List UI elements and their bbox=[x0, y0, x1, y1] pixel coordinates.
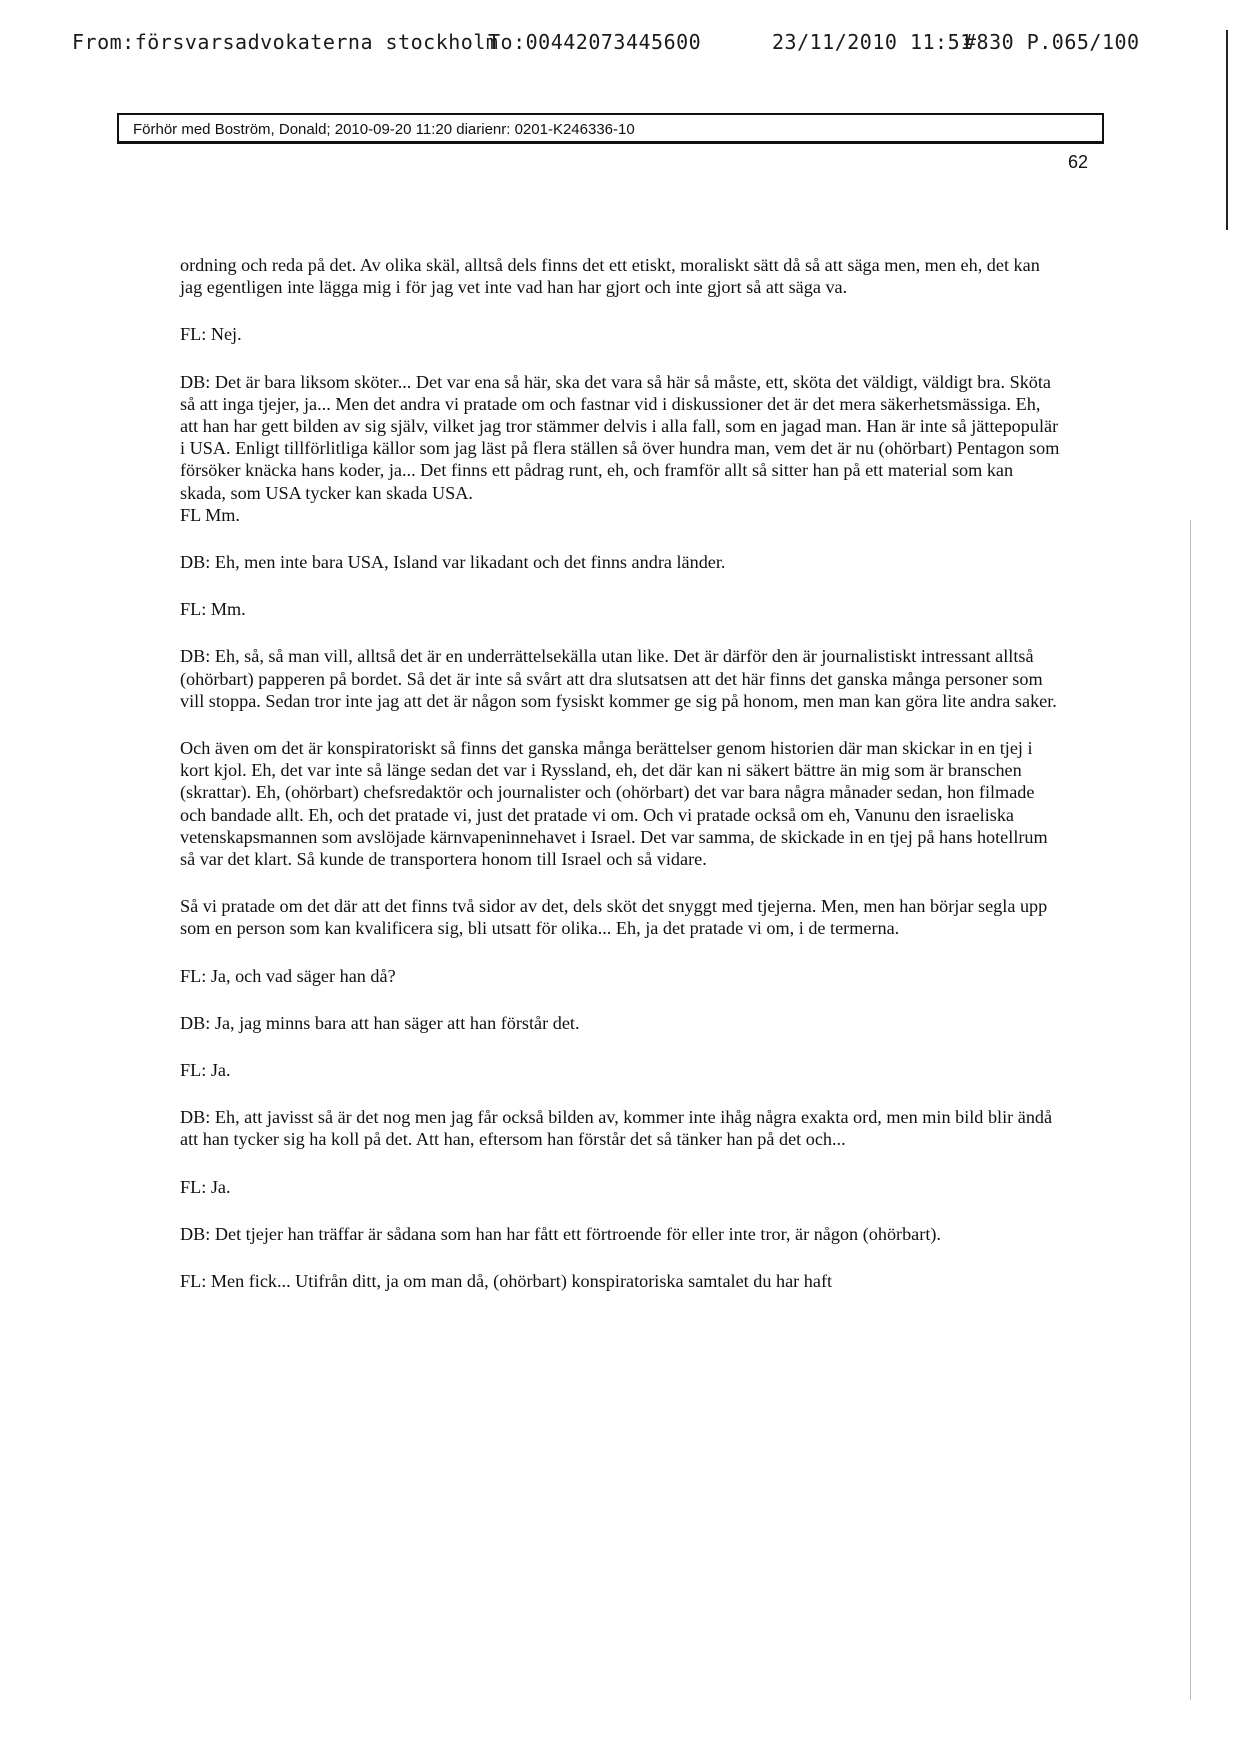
transcript-paragraph: FL Mm. bbox=[180, 504, 240, 525]
transcript-paragraph: Så vi pratade om det där att det finns två sidor av det, dels sköt det snyggt med tjejerna. Men, men han börjar segla upp som en person som kan kvalificera sig, bli utsatt för olika... Eh, ja det pratade vi om, i de termerna. bbox=[180, 896, 1048, 939]
fax-header bbox=[72, 30, 1152, 60]
document-header-box bbox=[117, 113, 1104, 144]
transcript-paragraph: DB: Det tjejer han träffar är sådana som han har fått ett förtroende för eller inte tror, är någon (ohörbart). bbox=[180, 1223, 941, 1244]
transcript-paragraph: DB: Det är bara liksom sköter... Det var ena så här, ska det vara så här så måste, ett, sköta det väldigt, väldigt bra. Sköta så att inga tjejer, ja... Men det andra vi pratade om och fastnar vid i diskussioner det är det mera säkerhetsmässiga. Eh, att han har gett bilden av sig själv, vilket jag tror stämmer delvis i alla fall, som en jagad man. Han är inte så jättepopulär i USA. Enligt tillförlitliga källor som jag läst på flera ställen så över hundra man, vem det är nu (ohörbart) Pentagon som försöker knäcka hans koder, ja... Det finns ett pådrag runt, eh, och framför allt så sitter han på ett material som kan skada, som USA tycker kan skada USA. bbox=[180, 371, 1060, 503]
fax-sender: From:försvarsadvokaterna stockholm bbox=[72, 30, 499, 54]
fax-page-counter: #830 P.065/100 bbox=[964, 30, 1140, 54]
page-number: 62 bbox=[1068, 152, 1089, 172]
transcript-paragraph: DB: Eh, men inte bara USA, Island var likadant och det finns andra länder. bbox=[180, 552, 726, 573]
transcript-paragraph: FL: Ja. bbox=[180, 1176, 231, 1197]
transcript-paragraph: FL: Ja, och vad säger han då? bbox=[180, 965, 396, 986]
document-header-text: Förhör med Boström, Donald; 2010-09-20 11:20 diarienr: 0201-K246336-10 bbox=[133, 121, 635, 138]
transcript-paragraph: FL: Men fick... Utifrån ditt, ja om man då, (ohörbart) konspiratoriska samtalet du har haft bbox=[180, 1271, 833, 1292]
scan-edge-line-faint bbox=[1190, 520, 1191, 1700]
transcript-paragraph: Och även om det är konspiratoriskt så finns det ganska många berättelser genom historien där man skickar in en tjej i kort kjol. Eh, det var inte så länge sedan det var i Ryssland, eh, det där kan ni säkert bättre än mig som är branschen (skrattar). Eh, (ohörbart) chefsredaktör och journalister och (ohörbart) det var bara några månader sedan, hon filmade och bandade allt. Eh, och det pratade vi, just det pratade vi om. Och vi pratade också om eh, Vanunu den israeliska vetenskapsmannen som avslöjade kärnvapeninnehavet i Israel. Det var samma, de skickade in en tjej på hans hotellrum så var det klart. Så kunde de transportera honom till Israel och så vidare. bbox=[180, 738, 1048, 870]
transcript-paragraph: FL: Nej. bbox=[180, 324, 242, 345]
transcript-body bbox=[180, 254, 1060, 1317]
transcript-paragraph: DB: Eh, att javisst så är det nog men jag får också bilden av, kommer inte ihåg några exakta ord, men min bild blir ändå att han tycker sig ha koll på det. Att han, eftersom han förstår det så tänker han på det och... bbox=[180, 1107, 1053, 1150]
transcript-paragraph: FL: Mm. bbox=[180, 599, 246, 620]
fax-datetime: 23/11/2010 11:51 bbox=[772, 30, 973, 54]
transcript-paragraph: FL: Ja. bbox=[180, 1060, 231, 1081]
fax-recipient: To:00442073445600 bbox=[488, 30, 702, 54]
scan-edge-line bbox=[1226, 30, 1228, 230]
transcript-paragraph: DB: Ja, jag minns bara att han säger att han förstår det. bbox=[180, 1012, 580, 1033]
transcript-paragraph: DB: Eh, så, så man vill, alltså det är en underrättelsekälla utan like. Det är därför den är journalistiskt intressant alltså (ohörbart) papperen på bordet. Så det är inte så svårt att dra slutsatsen att det här finns det ganska många personer som vill stoppa. Sedan tror inte jag att det är någon som fysiskt kommer ge sig på honom, men man kan göra lite andra saker. bbox=[180, 646, 1057, 711]
transcript-paragraph: ordning och reda på det. Av olika skäl, alltså dels finns det ett etiskt, moraliskt sätt då så att säga men, men eh, det kan jag egentligen inte lägga mig i för jag vet inte vad han har gjort och inte gjort så att säga va. bbox=[180, 255, 1040, 298]
